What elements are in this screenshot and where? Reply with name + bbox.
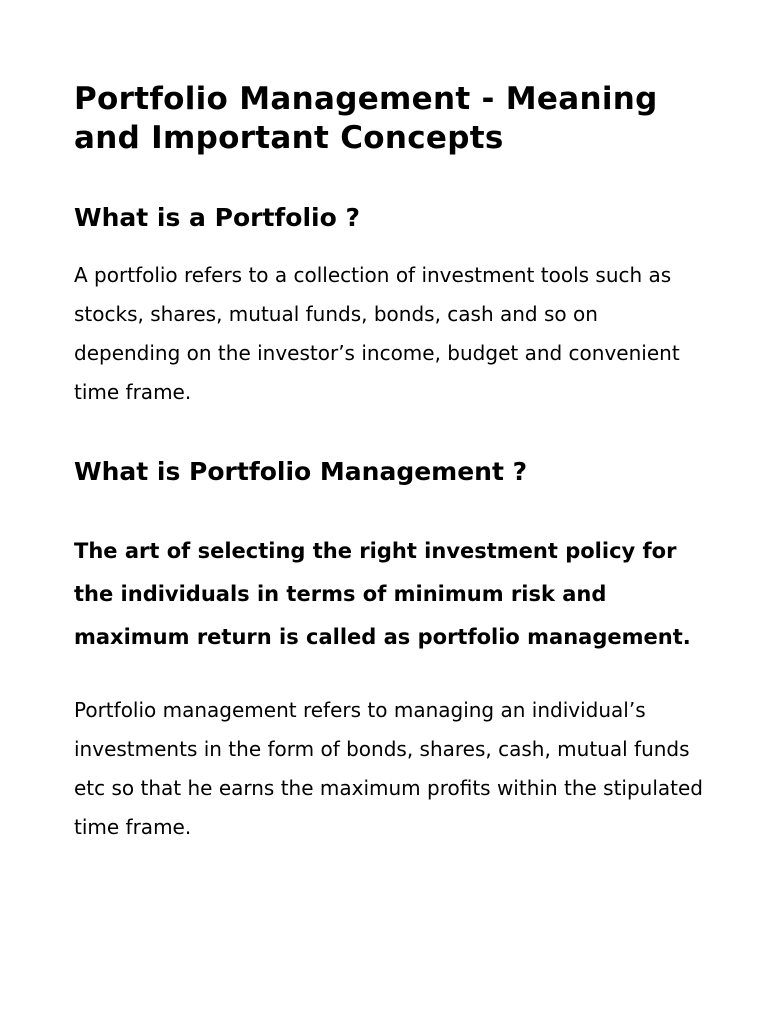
portfolio-definition-paragraph: A portfolio refers to a collection of investment tools such as stocks, shares, mutual funds, bonds, cash and so on depending on the investor’s income, budget and convenient time frame. xyxy=(74,263,680,404)
portfolio-management-paragraph: Portfolio management refers to managing an individual’s investments in the form of bonds, shares, cash, mutual funds etc so that he earns the maximum profits within the stipulated time frame. xyxy=(74,698,703,839)
section-heading-what-is-portfolio: What is a Portfolio ? xyxy=(74,203,360,232)
section-heading-what-is-portfolio-management: What is Portfolio Management ? xyxy=(74,457,528,486)
document-title: Portfolio Management - Meaning and Important Concepts xyxy=(74,81,658,156)
document-page xyxy=(74,80,704,847)
portfolio-management-definition: The art of selecting the right investment policy for the individuals in terms of minimum risk and maximum return is called as portfolio management. xyxy=(74,539,691,649)
